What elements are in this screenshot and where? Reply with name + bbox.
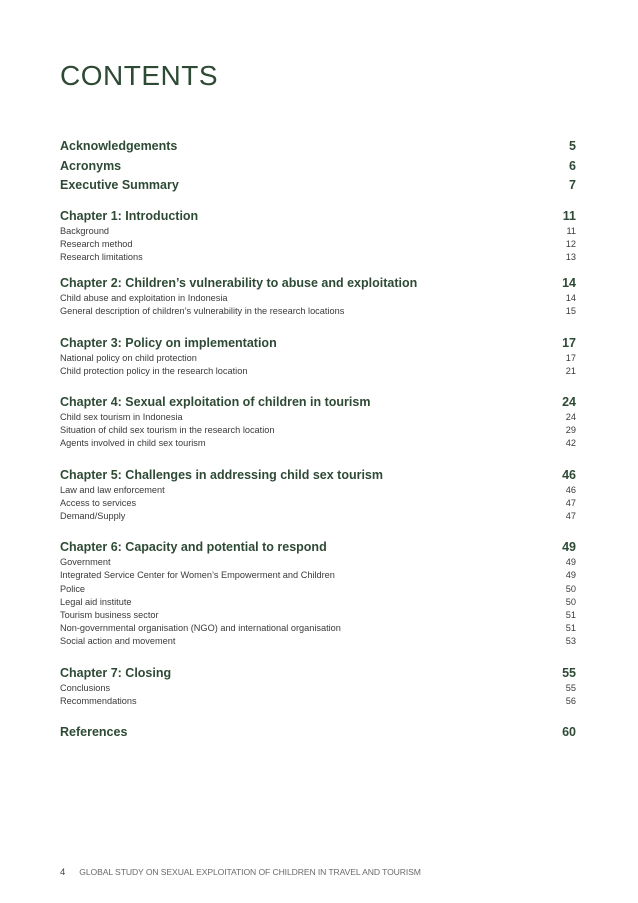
toc-subentry-label: Background <box>60 225 110 236</box>
toc-chapter-page: 17 <box>562 335 576 350</box>
toc-subentry-page: 15 <box>565 306 576 317</box>
page-title: CONTENTS <box>60 60 218 91</box>
toc-chapter-page: 11 <box>562 208 576 223</box>
toc-subentry[interactable] <box>60 622 576 635</box>
toc-chapter-6 <box>60 539 576 648</box>
toc-chapter-heading[interactable] <box>60 467 576 484</box>
toc-subentry-page: 55 <box>565 682 576 693</box>
toc-subentry[interactable] <box>60 695 576 708</box>
toc-subentry-label: Research method <box>60 238 133 249</box>
toc-subentry[interactable] <box>60 635 576 648</box>
toc-chapter-label: Chapter 2: Children’s vulnerability to abuse and exploitation <box>60 276 418 291</box>
toc-entry-executive-summary[interactable] <box>60 176 576 196</box>
toc-entry-page: 5 <box>569 139 576 153</box>
toc-subentry-label: Law and law enforcement <box>60 484 165 495</box>
toc-subentry[interactable] <box>60 596 576 609</box>
toc-subentry-page: 21 <box>565 365 576 376</box>
toc-subentry-label: Legal aid institute <box>60 596 132 607</box>
toc-subentry[interactable] <box>60 365 576 378</box>
footer-page-number: 4 <box>60 867 66 878</box>
toc-subentry[interactable] <box>60 251 576 264</box>
toc-subentry-page: 13 <box>565 251 576 262</box>
toc-chapter-page: 49 <box>562 540 576 555</box>
toc-chapter-heading[interactable] <box>60 335 576 352</box>
toc-chapter-2 <box>60 275 576 318</box>
toc-front-matter <box>60 137 576 196</box>
toc-subentry-page: 56 <box>565 695 576 706</box>
toc-subentry-page: 50 <box>565 596 576 607</box>
toc-chapter-label: Chapter 4: Sexual exploitation of children in tourism <box>60 394 371 409</box>
toc-subentry-page: 51 <box>565 609 576 620</box>
toc-chapter-label: Chapter 1: Introduction <box>60 208 199 223</box>
toc-subentry[interactable] <box>60 424 576 437</box>
toc-chapter-label: Chapter 3: Policy on implementation <box>60 335 277 350</box>
toc-subentry-page: 12 <box>565 238 576 249</box>
toc-subentry[interactable] <box>60 437 576 450</box>
toc-subentry[interactable] <box>60 305 576 318</box>
table-of-contents <box>60 137 576 741</box>
toc-references <box>60 724 576 741</box>
toc-subentry-label: Demand/Supply <box>60 510 126 521</box>
toc-subentry[interactable] <box>60 225 576 238</box>
toc-subentry-label: Situation of child sex tourism in the research location <box>60 425 275 436</box>
toc-subentry-label: Social action and movement <box>60 636 176 647</box>
toc-subentry-label: Tourism business sector <box>60 609 159 620</box>
toc-references-page: 60 <box>562 724 576 739</box>
toc-subentry-label: General description of children’s vulnerability in the research locations <box>60 306 345 317</box>
toc-subentry-label: Police <box>60 583 86 594</box>
toc-subentry-page: 24 <box>565 411 576 422</box>
toc-chapter-7 <box>60 665 576 708</box>
toc-subentry-label: Access to services <box>60 497 137 508</box>
toc-subentry[interactable] <box>60 352 576 365</box>
toc-chapter-heading[interactable] <box>60 394 576 411</box>
toc-chapter-label: Chapter 5: Challenges in addressing child sex tourism <box>60 467 383 482</box>
toc-subentry-page: 46 <box>565 484 576 495</box>
toc-subentry-label: National policy on child protection <box>60 352 197 363</box>
toc-chapter-3 <box>60 335 576 378</box>
toc-subentry[interactable] <box>60 484 576 497</box>
toc-subentry-page: 47 <box>565 510 576 521</box>
toc-chapter-page: 14 <box>562 276 576 291</box>
toc-subentry-page: 11 <box>566 225 576 236</box>
toc-subentry[interactable] <box>60 556 576 569</box>
page-footer <box>60 867 421 878</box>
toc-subentry-label: Child sex tourism in Indonesia <box>60 411 183 422</box>
toc-subentry[interactable] <box>60 292 576 305</box>
toc-chapter-5 <box>60 467 576 524</box>
toc-subentry[interactable] <box>60 682 576 695</box>
footer-running-title: GLOBAL STUDY ON SEXUAL EXPLOITATION OF CHILDREN IN TRAVEL AND TOURISM <box>79 867 421 877</box>
toc-subentry-label: Conclusions <box>60 682 111 693</box>
toc-references-heading[interactable] <box>60 724 576 741</box>
toc-subentry[interactable] <box>60 609 576 622</box>
toc-subentry-label: Integrated Service Center for Women’s Empowerment and Children <box>60 570 335 581</box>
toc-chapter-label: Chapter 7: Closing <box>60 665 172 680</box>
toc-subentry-label: Child abuse and exploitation in Indonesia <box>60 293 228 304</box>
toc-chapter-page: 24 <box>562 394 576 409</box>
toc-subentry-label: Recommendations <box>60 695 137 706</box>
toc-entry-label: Acronyms <box>60 158 122 173</box>
toc-chapter-heading[interactable] <box>60 665 576 682</box>
toc-entry-page: 7 <box>569 178 576 192</box>
toc-subentry-page: 42 <box>565 438 576 449</box>
toc-entry-page: 6 <box>569 158 576 173</box>
toc-subentry-label: Child protection policy in the research location <box>60 365 248 376</box>
toc-chapter-heading[interactable] <box>60 208 576 225</box>
toc-chapter-page: 55 <box>562 665 576 680</box>
toc-subentry-label: Non-governmental organisation (NGO) and international organisation <box>60 623 341 634</box>
toc-references-label: References <box>60 724 128 739</box>
toc-subentry-page: 50 <box>565 583 576 594</box>
toc-chapter-4 <box>60 394 576 451</box>
toc-subentry[interactable] <box>60 510 576 523</box>
toc-subentry-page: 49 <box>565 557 576 568</box>
toc-subentry-page: 29 <box>565 425 576 436</box>
toc-subentry-page: 51 <box>565 623 576 634</box>
toc-subentry-label: Government <box>60 557 111 568</box>
toc-subentry-label: Research limitations <box>60 251 143 262</box>
toc-chapter-1 <box>60 208 576 265</box>
toc-subentry-page: 53 <box>565 636 576 647</box>
toc-subentry[interactable] <box>60 569 576 582</box>
toc-subentry-page: 17 <box>565 352 576 363</box>
toc-entry-label: Executive Summary <box>60 178 179 192</box>
toc-entry-acronyms[interactable] <box>60 157 576 177</box>
toc-chapter-label: Chapter 6: Capacity and potential to respond <box>60 540 327 555</box>
toc-chapter-page: 46 <box>562 467 576 482</box>
toc-chapter-heading[interactable] <box>60 539 576 556</box>
toc-subentry-page: 49 <box>565 570 576 581</box>
toc-entry-acknowledgements[interactable] <box>60 137 576 157</box>
toc-subentry[interactable] <box>60 411 576 424</box>
toc-subentry[interactable] <box>60 238 576 251</box>
toc-subentry[interactable] <box>60 583 576 596</box>
toc-entry-label: Acknowledgements <box>60 139 178 153</box>
toc-chapter-heading[interactable] <box>60 275 576 292</box>
toc-subentry[interactable] <box>60 497 576 510</box>
toc-subentry-label: Agents involved in child sex tourism <box>60 438 206 449</box>
toc-subentry-page: 47 <box>565 497 576 508</box>
toc-subentry-page: 14 <box>565 293 576 304</box>
